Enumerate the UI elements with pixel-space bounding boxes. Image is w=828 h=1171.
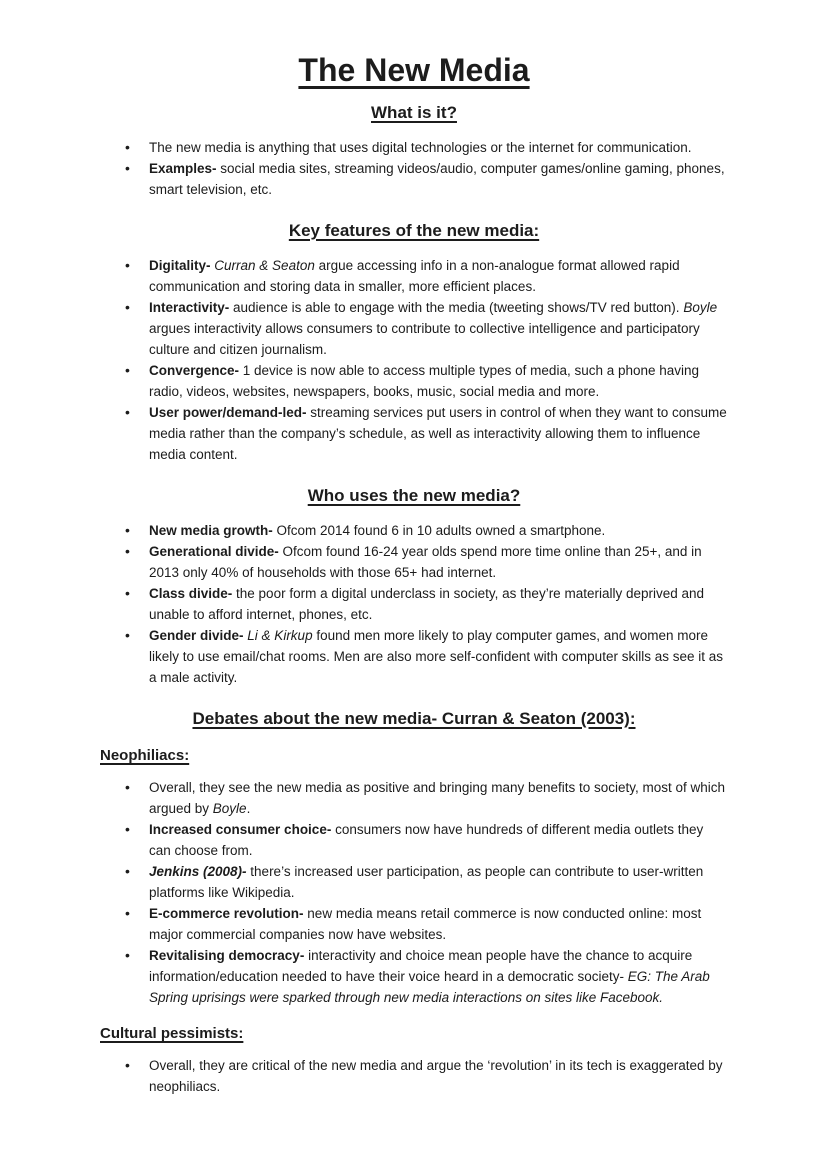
bullet-list xyxy=(100,137,728,200)
section-heading: Cultural pessimists: xyxy=(100,1025,244,1042)
list-item xyxy=(100,255,728,297)
text-run: Generational divide- xyxy=(149,544,279,559)
section-heading: Who uses the new media? xyxy=(307,486,521,505)
text-run: Overall, they see the new media as positive and bringing many benefits to society, most of which argued by xyxy=(149,780,726,816)
text-run: Digitality- xyxy=(149,258,211,273)
document-section xyxy=(100,708,728,730)
text-run: EG: The Arab Spring uprisings were sparked through new media interactions on sites like Facebook. xyxy=(149,969,710,1005)
bullet-list xyxy=(100,1055,728,1097)
list-item xyxy=(100,402,728,465)
text-run: new media means retail commerce is now conducted online: most major commercial companies now have websites. xyxy=(149,906,702,942)
text-run: User power/demand-led- xyxy=(149,405,307,420)
document-section xyxy=(100,220,728,465)
list-item xyxy=(100,158,728,200)
list-item xyxy=(100,297,728,360)
text-run: Gender divide- xyxy=(149,628,244,643)
bullet-list xyxy=(100,777,728,1008)
list-item xyxy=(100,1055,728,1097)
bullet-list xyxy=(100,255,728,465)
text-run: Ofcom 2014 found 6 in 10 adults owned a smartphone. xyxy=(272,523,606,538)
text-run: Jenkins (2008)- xyxy=(149,864,247,879)
text-run: audience is able to engage with the media (tweeting shows/TV red button). xyxy=(229,300,684,315)
list-item xyxy=(100,137,728,158)
text-run: argue accessing info in a non-analogue format allowed rapid communication and storing data in smaller, more efficient places. xyxy=(149,258,680,294)
document-title: The New Media xyxy=(298,52,530,88)
text-run: the poor form a digital underclass in society, as they’re materially deprived and unable to afford internet, phones, etc. xyxy=(149,586,705,622)
list-item xyxy=(100,819,728,861)
list-item xyxy=(100,945,728,1008)
text-run: consumers now have hundreds of different media outlets they can choose from. xyxy=(149,822,704,858)
text-run: Boyle xyxy=(212,801,247,816)
document-section xyxy=(100,102,728,200)
text-run: Examples- xyxy=(149,161,217,176)
text-run: The new media is anything that uses digital technologies or the internet for communication. xyxy=(149,140,692,155)
text-run: 1 device is now able to access multiple types of media, such a phone having radio, videos, websites, newspapers, books, music, social media and more. xyxy=(149,363,700,399)
text-run: Class divide- xyxy=(149,586,233,601)
list-item xyxy=(100,541,728,583)
document-section xyxy=(100,1024,728,1097)
text-run: New media growth- xyxy=(149,523,273,538)
text-run: there’s increased user participation, as people can contribute to user-written platforms like Wikipedia. xyxy=(149,864,704,900)
text-run: . xyxy=(246,801,251,816)
text-run: interactivity and choice mean people have the chance to acquire information/education needed to have their voice heard in a democratic society- xyxy=(149,948,693,984)
text-run: Boyle xyxy=(683,300,718,315)
list-item xyxy=(100,583,728,625)
text-run: Li & Kirkup xyxy=(247,628,313,643)
bullet-list xyxy=(100,520,728,688)
list-item xyxy=(100,777,728,819)
section-heading: Neophiliacs: xyxy=(100,747,190,764)
text-run: streaming services put users in control of when they want to consume media rather than the company’s schedule, as well as interactivity allowing them to influence media content. xyxy=(149,405,727,462)
list-item xyxy=(100,861,728,903)
section-heading: What is it? xyxy=(371,103,457,122)
text-run: social media sites, streaming videos/audio, computer games/online gaming, phones, smart television, etc. xyxy=(149,161,725,197)
document-section xyxy=(100,746,728,1008)
text-run: Increased consumer choice- xyxy=(149,822,332,837)
section-heading: Key features of the new media: xyxy=(288,221,540,240)
list-item xyxy=(100,903,728,945)
text-run: Curran & Seaton xyxy=(214,258,315,273)
text-run: Overall, they are critical of the new media and argue the ‘revolution’ in its tech is exaggerated by neophiliacs. xyxy=(149,1058,723,1094)
text-run: E-commerce revolution- xyxy=(149,906,304,921)
document-section xyxy=(100,485,728,688)
text-run: Convergence- xyxy=(149,363,240,378)
list-item xyxy=(100,360,728,402)
text-run: argues interactivity allows consumers to contribute to collective intelligence and participatory culture and citizen journalism. xyxy=(149,321,700,357)
text-run: found men more likely to play computer games, and women more likely to use email/chat rooms. Men are also more self-confident with computer skills as see it as a male activity. xyxy=(149,628,723,685)
sections-container xyxy=(100,102,728,1097)
section-heading: Debates about the new media- Curran & Seaton (2003): xyxy=(192,709,636,728)
text-run: Interactivity- xyxy=(149,300,230,315)
list-item xyxy=(100,625,728,688)
text-run: Ofcom found 16-24 year olds spend more time online than 25+, and in 2013 only 40% of households with those 65+ had internet. xyxy=(149,544,702,580)
text-run: Revitalising democracy- xyxy=(149,948,305,963)
list-item xyxy=(100,520,728,541)
